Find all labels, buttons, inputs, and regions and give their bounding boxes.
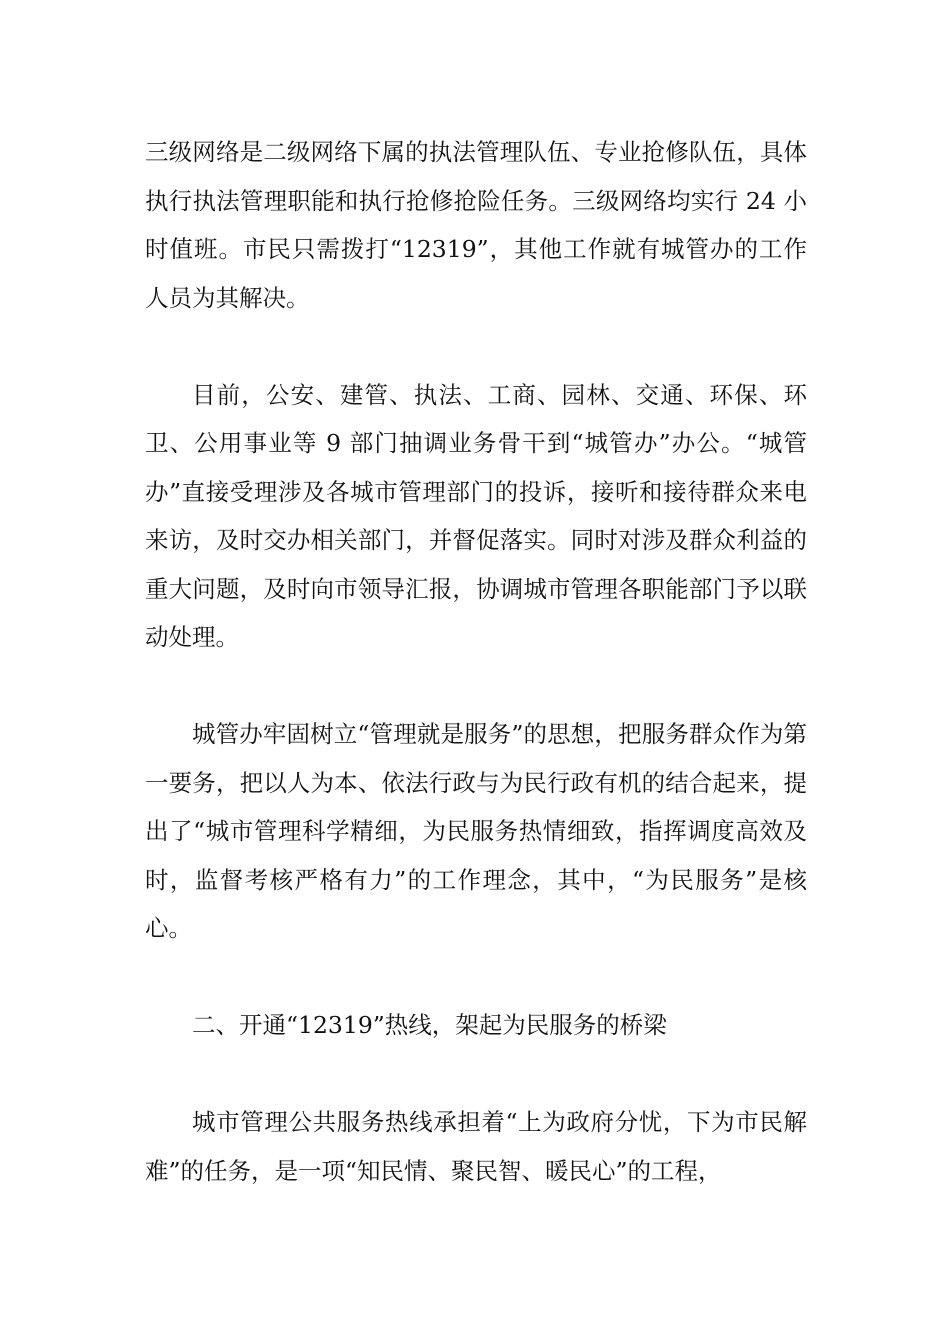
document-page [145, 128, 807, 1195]
paragraph-gap [145, 1050, 807, 1099]
paragraph-departments: 目前，公安、建管、执法、工商、园林、交通、环保、环卫、公用事业等 9 部门抽调业务骨干到“城管办”办公。“城管办”直接受理涉及各城市管理部门的投诉，接听和接待群众来电来访，及时交办相关部门，并督促落实。同时对涉及群众利益的重大问题，及时向市领导汇报，协调城市管理各职能部门予以联动处理。 [145, 380, 807, 651]
paragraph-service-concept: 城管办牢固树立“管理就是服务”的思想，把服务群众作为第一要务，把以人为本、依法行政与为民行政有机的结合起来，提出了“城市管理科学精细，为民服务热情细致，指挥调度高效及时，监督考核严格有力”的工作理念，其中，“为民服务”是核心。 [145, 720, 807, 942]
paragraph-three-level-network: 三级网络是二级网络下属的执法管理队伍、专业抢修队伍，具体执行执法管理职能和执行抢修抢险任务。三级网络均实行 24 小时值班。市民只需拨打“12319”，其他工作就有城管办的工作人员为其解决。 [145, 138, 807, 312]
paragraph-gap [145, 322, 807, 371]
paragraph-hotline-task: 城市管理公共服务热线承担着“上为政府分忧，下为市民解难”的任务，是一项“知民情、聚民智、暖民心”的工程， [145, 1108, 807, 1185]
paragraph-gap [145, 953, 807, 1002]
paragraph-gap [145, 662, 807, 711]
section-heading-hotline: 二、开通“12319”热线，架起为民服务的桥梁 [192, 1011, 667, 1039]
